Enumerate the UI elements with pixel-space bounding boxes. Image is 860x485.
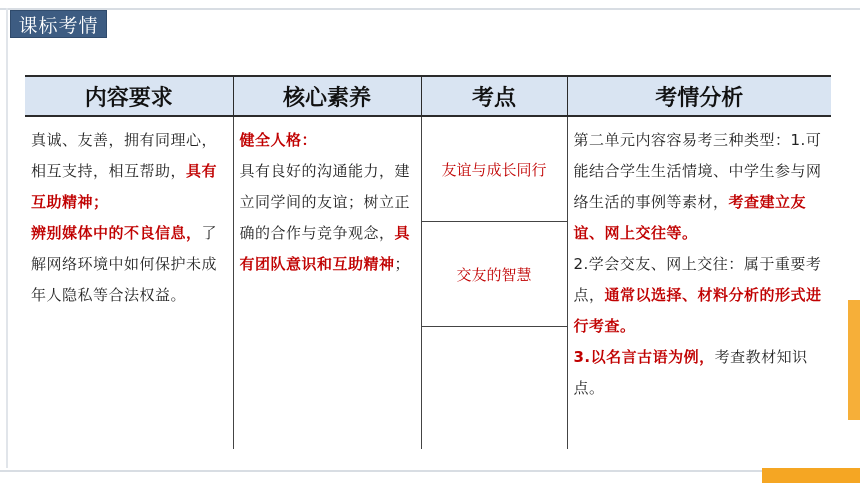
highlight-segment: 考查建立友谊、网上交往等。 xyxy=(573,193,807,242)
topic-item xyxy=(422,327,567,431)
header-content-requirements: 内容要求 xyxy=(25,76,233,116)
top-border xyxy=(0,0,860,10)
core-literacy-text xyxy=(234,117,421,449)
header-exam-points: 考点 xyxy=(421,76,567,116)
header-core-literacy: 核心素养 xyxy=(233,76,421,116)
text-segment: 第二单元内容容易考三种类型：1.可能结合学生生活情境、中学生参与网络生活的事例等素材， xyxy=(573,131,822,211)
highlight-segment: 健全人格： xyxy=(239,131,318,149)
highlight-segment: 具有互助精神； xyxy=(31,162,218,211)
exam-analysis-cell xyxy=(567,116,831,449)
table-header-row xyxy=(25,76,831,116)
highlight-segment: 通常以选择、材料分析的形式进行考查。 xyxy=(573,286,822,335)
text-segment: 具有良好的沟通能力，建立同学间的友谊；树立正确的合作与竞争观念， xyxy=(239,162,411,242)
text-segment: 2.学会交友、网上交往：属于重要考点， xyxy=(573,255,822,304)
highlight-segment: 辨别媒体中的不良信息， xyxy=(31,224,202,242)
text-segment: ； xyxy=(394,255,411,273)
content-requirements-cell xyxy=(25,116,233,449)
exam-analysis-text xyxy=(568,117,832,449)
standards-table xyxy=(25,75,831,449)
exam-points-stack xyxy=(422,117,567,441)
text-segment: 了解网络环境中如何保护未成年人隐私等合法权益。 xyxy=(31,224,218,304)
decorative-side-bar xyxy=(848,300,860,420)
left-border xyxy=(6,8,8,468)
exam-points-cell xyxy=(421,116,567,449)
decorative-corner xyxy=(762,468,860,483)
core-literacy-cell xyxy=(233,116,421,449)
table-row xyxy=(25,116,831,449)
text-segment: 考查教材知识点。 xyxy=(573,348,808,397)
section-badge: 课标考情 xyxy=(10,10,107,38)
highlight-segment: 具有团队意识和互助精神 xyxy=(239,224,411,273)
header-exam-analysis: 考情分析 xyxy=(567,76,831,116)
content-requirements-text xyxy=(25,117,233,449)
highlight-segment: 3.以名言古语为例， xyxy=(573,348,715,366)
text-segment: 真诚、友善，拥有同理心，相互支持，相互帮助， xyxy=(31,131,218,180)
topic-item: 友谊与成长同行 xyxy=(422,117,567,222)
topic-item: 交友的智慧 xyxy=(422,222,567,327)
